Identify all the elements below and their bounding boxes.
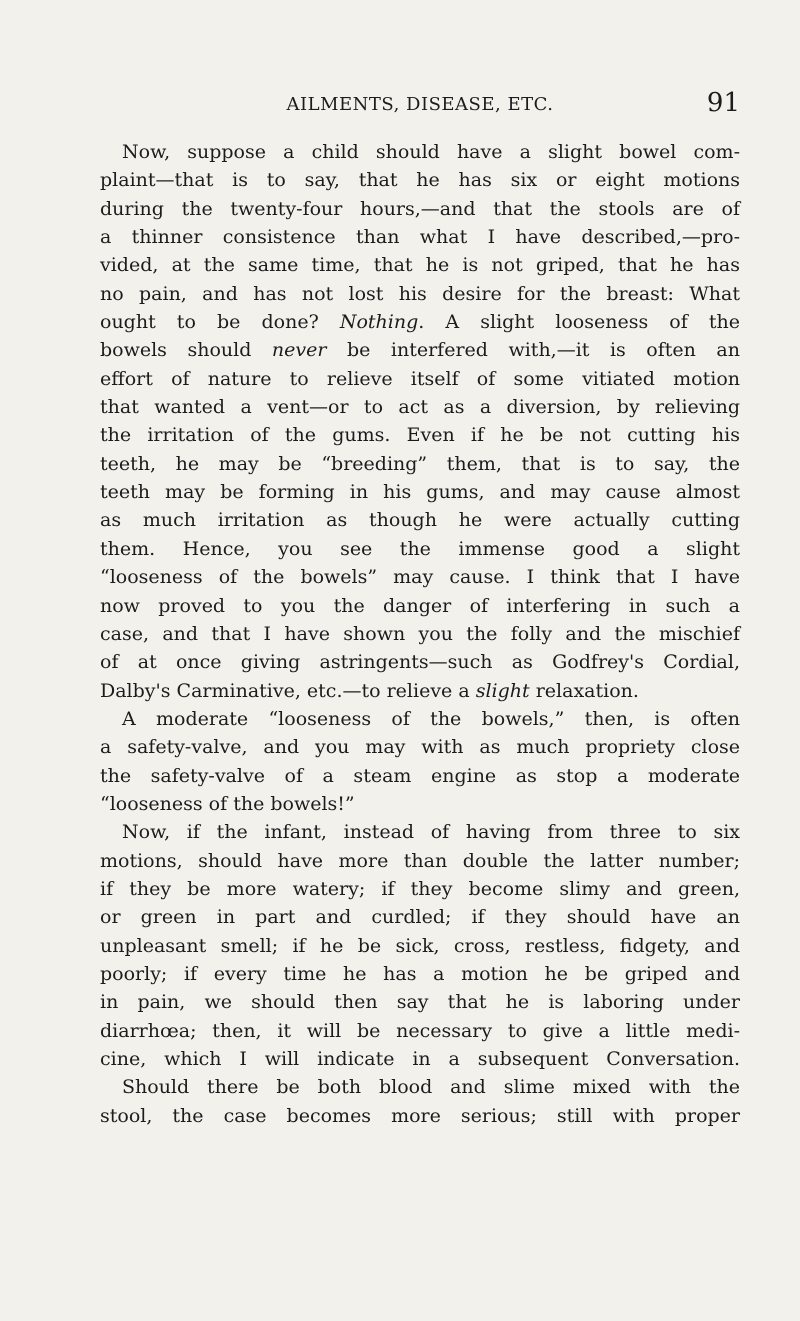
text-line: no pain, and has not lost his desire for the breast: What — [100, 282, 740, 305]
text-line: Should there be both blood and slime mixed with the — [122, 1076, 740, 1099]
running-title: AILMENTS, DISEASE, ETC. — [286, 94, 554, 115]
text-line: plaint—that is to say, that he has six or eight motions — [100, 169, 740, 192]
text-line: A moderate “looseness of the bowels,” then, is often — [122, 707, 740, 730]
text-line: teeth may be forming in his gums, and may cause almost — [100, 481, 740, 504]
text-line: the irritation of the gums. Even if he be not cutting his — [100, 424, 740, 447]
text-line: of at once giving astringents—such as Godfrey's Cordial, — [100, 651, 740, 674]
text-line: poorly; if every time he has a motion he be griped and — [100, 962, 740, 985]
text-line: a safety-valve, and you may with as much propriety close — [100, 736, 740, 759]
text-line: that wanted a vent—or to act as a diversion, by relieving — [100, 396, 740, 419]
text-line: ought to be done? Nothing. A slight looseness of the — [100, 311, 740, 334]
page-number: 91 — [706, 88, 740, 118]
text-line: the safety-valve of a steam engine as stop a moderate — [100, 764, 740, 787]
text-line: vided, at the same time, that he is not griped, that he has — [100, 254, 740, 277]
running-head — [100, 88, 740, 122]
text-line: bowels should never be interfered with,—it is often an — [100, 339, 740, 362]
text-line: them. Hence, you see the immense good a slight — [100, 537, 740, 560]
text-line: during the twenty-four hours,—and that the stools are of — [100, 197, 740, 220]
text-line: Now, if the infant, instead of having from three to six — [122, 821, 740, 844]
text-line: “looseness of the bowels” may cause. I think that I have — [100, 566, 740, 589]
text-line: teeth, he may be “breeding” them, that is to say, the — [100, 452, 740, 475]
text-line: or green in part and curdled; if they should have an — [100, 906, 740, 929]
text-line: a thinner consistence than what I have described,—pro- — [100, 226, 740, 249]
text-line: as much irritation as though he were actually cutting — [100, 509, 740, 532]
text-line: “looseness of the bowels!” — [100, 792, 355, 815]
text-line: if they be more watery; if they become slimy and green, — [100, 877, 740, 900]
text-line: motions, should have more than double the latter number; — [100, 849, 740, 872]
text-line: diarrhœa; then, it will be necessary to give a little medi- — [100, 1019, 740, 1042]
text-line: case, and that I have shown you the folly and the mischief — [100, 622, 740, 645]
text-line: in pain, we should then say that he is laboring under — [100, 991, 740, 1014]
text-line: Dalby's Carminative, etc.—to relieve a slight relaxation. — [100, 679, 639, 702]
text-line: stool, the case becomes more serious; still with proper — [100, 1104, 740, 1127]
text-line: cine, which I will indicate in a subsequent Conversation. — [100, 1048, 740, 1070]
text-line: effort of nature to relieve itself of some vitiated motion — [100, 367, 740, 390]
text-line: now proved to you the danger of interfering in such a — [100, 594, 740, 617]
body-text — [100, 138, 740, 1130]
text-line: Now, suppose a child should have a slight bowel com- — [122, 141, 740, 163]
text-line: unpleasant smell; if he be sick, cross, restless, fidgety, and — [100, 934, 740, 957]
